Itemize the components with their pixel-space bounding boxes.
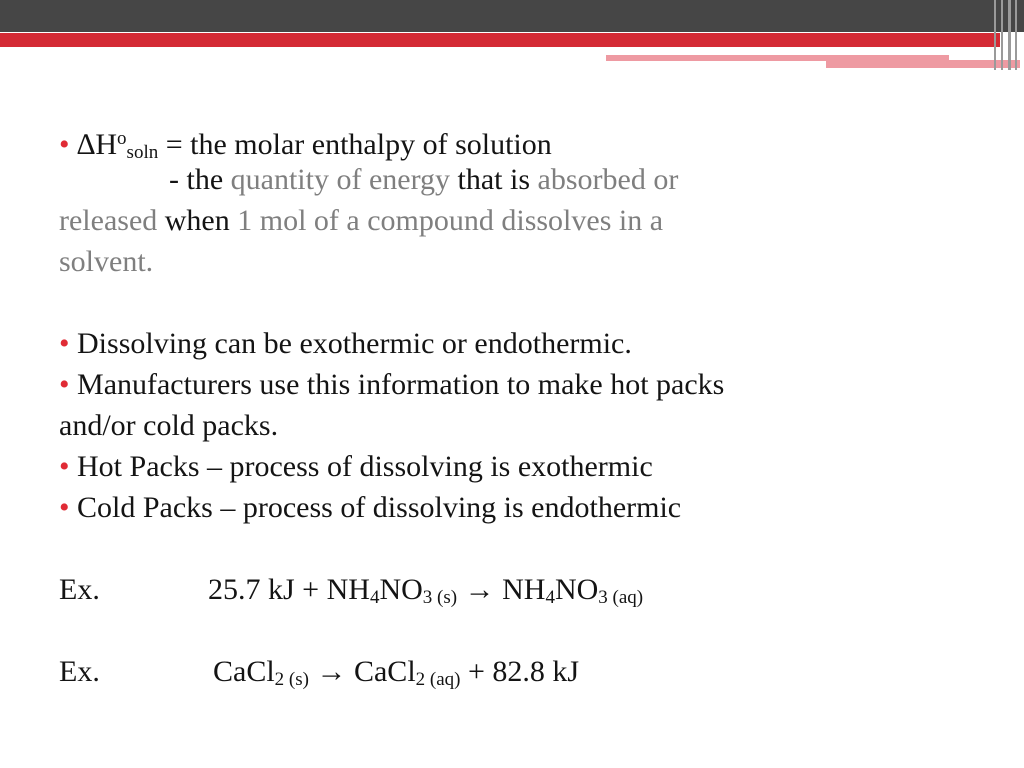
- example-label: Ex.: [59, 655, 100, 688]
- example-label: Ex.: [59, 573, 100, 606]
- equation-part: + 82.8 kJ: [460, 655, 580, 688]
- definition-line-4: [59, 241, 153, 282]
- reaction-arrow: → CaCl: [308, 655, 416, 688]
- soln-subscript: soln: [126, 142, 159, 163]
- equation-part: NO: [554, 573, 599, 606]
- reaction-arrow: → NH: [457, 573, 546, 606]
- state-label: (s): [432, 587, 458, 608]
- equation-subscript: 2: [415, 669, 426, 690]
- example-1: [59, 569, 100, 610]
- definition-text: = the molar enthalpy of solution: [158, 128, 552, 161]
- bullet: •: [59, 368, 70, 401]
- decor-stripe: [994, 0, 996, 70]
- example-2: [59, 651, 100, 692]
- pink-accent-line-lower: [826, 60, 1020, 68]
- decor-stripe: [1008, 0, 1011, 70]
- equation-part: 25.7 kJ + NH: [208, 573, 370, 606]
- solvent-text: solvent.: [59, 245, 154, 278]
- equation-subscript: 3: [598, 587, 608, 608]
- bullet-text: Cold Packs – process of dissolving is endothermic: [77, 491, 682, 524]
- bullet: •: [59, 450, 70, 483]
- equation-2: [213, 651, 579, 700]
- red-accent-line: [0, 33, 1000, 47]
- bullet-line: [59, 446, 653, 487]
- enthalpy-symbol: ∆H: [77, 128, 118, 161]
- definition-line-2: [169, 159, 678, 200]
- bullet-text: Manufacturers use this information to make hot packs: [77, 368, 725, 401]
- bullet-text: Hot Packs – process of dissolving is exothermic: [77, 450, 653, 483]
- bullet-line: [59, 487, 681, 528]
- decor-stripe: [1015, 0, 1017, 70]
- equation-subscript: 4: [545, 587, 555, 608]
- compound-text: 1 mol of a compound dissolves in a: [237, 204, 664, 237]
- top-bar: [0, 0, 1024, 32]
- bullet: •: [59, 128, 70, 161]
- absorbed-text: absorbed or: [537, 163, 679, 196]
- equation-part: NO: [379, 573, 423, 606]
- equation-part: CaCl: [213, 655, 275, 688]
- bullet-continuation: [59, 405, 278, 446]
- state-label: (s): [284, 669, 309, 690]
- bullet: •: [59, 327, 70, 360]
- dash-text: - the: [169, 163, 231, 196]
- bullet-line: [59, 364, 724, 405]
- equation-subscript: 4: [369, 587, 380, 608]
- definition-line-3: [59, 200, 663, 241]
- decor-stripe: [1001, 0, 1003, 70]
- quantity-text: quantity of energy: [230, 163, 451, 196]
- standard-superscript: o: [117, 128, 127, 149]
- equation-1: [208, 569, 643, 618]
- when-text: when: [157, 204, 238, 237]
- state-label: (aq): [425, 669, 461, 690]
- equation-subscript: 3: [422, 587, 433, 608]
- state-label: (aq): [607, 587, 644, 608]
- bullet: •: [59, 491, 70, 524]
- bullet-text: Dissolving can be exothermic or endothermic.: [77, 327, 632, 360]
- bullet-text: and/or cold packs.: [59, 409, 279, 442]
- that-is-text: that is: [450, 163, 538, 196]
- released-text: released: [59, 204, 158, 237]
- bullet-line: [59, 323, 632, 364]
- equation-subscript: 2: [274, 669, 285, 690]
